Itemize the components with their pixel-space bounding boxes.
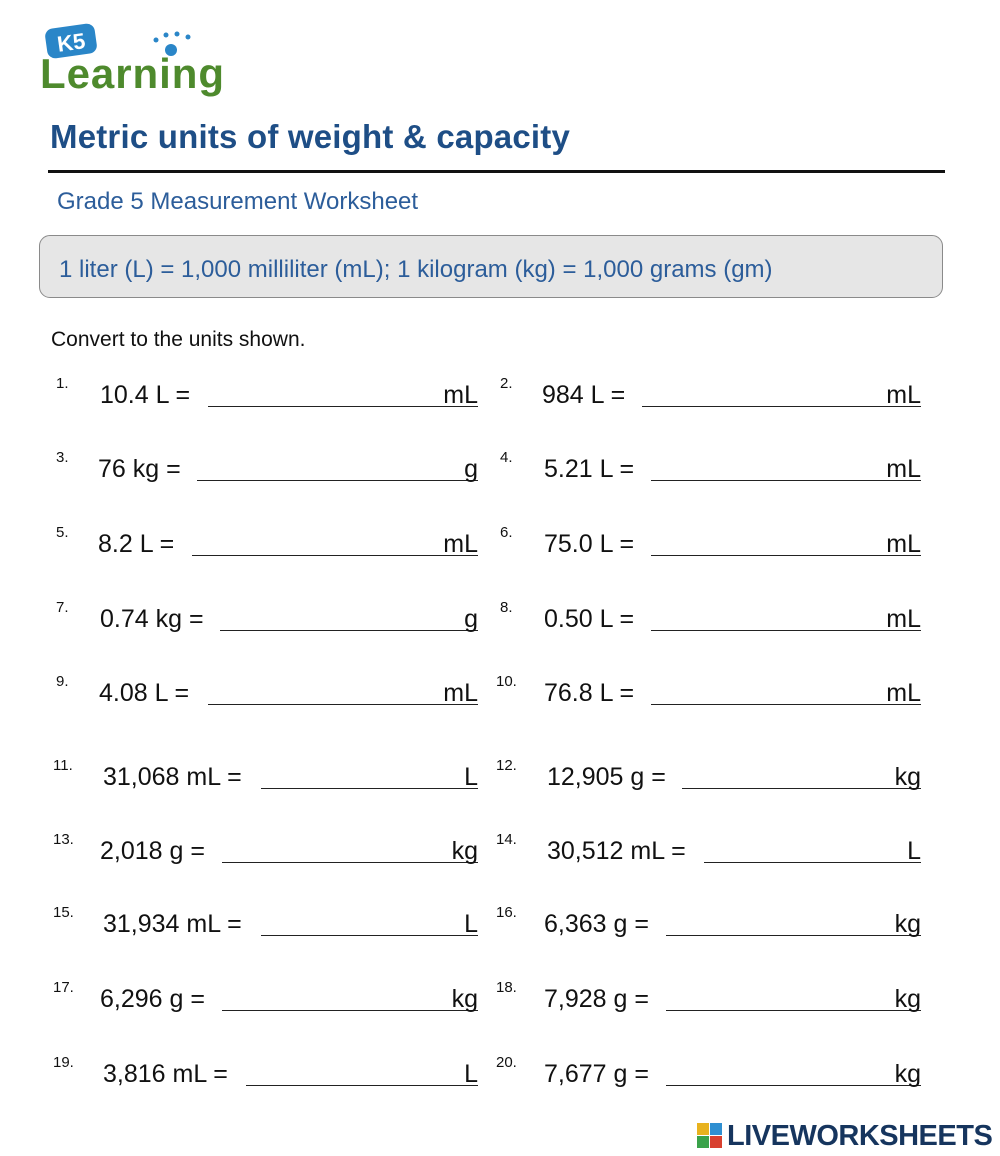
answer-line[interactable] <box>651 704 921 705</box>
problem-16 <box>496 902 921 942</box>
problem-number: 1. <box>56 375 69 392</box>
problem-unit: g <box>464 455 478 483</box>
answer-line[interactable] <box>220 630 478 631</box>
problem-unit: g <box>464 605 478 633</box>
problem-expression: 75.0 L = <box>544 530 635 558</box>
liveworksheets-brand: LIVEWORKSHEETS <box>727 1120 993 1152</box>
answer-line[interactable] <box>197 480 478 481</box>
problem-number: 9. <box>56 673 69 690</box>
problem-unit: mL <box>886 530 921 558</box>
k5-learning-logo <box>38 22 228 102</box>
problem-5 <box>56 522 478 562</box>
answer-line[interactable] <box>208 406 478 407</box>
problem-18 <box>496 977 921 1017</box>
answer-line[interactable] <box>261 935 478 936</box>
problem-unit: kg <box>894 1060 921 1088</box>
problem-3 <box>56 447 478 487</box>
problem-expression: 2,018 g = <box>100 837 205 865</box>
problem-unit: kg <box>894 763 921 791</box>
problem-unit: kg <box>894 985 921 1013</box>
problem-4 <box>500 447 921 487</box>
problem-10 <box>496 671 921 711</box>
problem-unit: mL <box>886 381 921 409</box>
answer-line[interactable] <box>666 1085 921 1086</box>
problem-unit: mL <box>443 530 478 558</box>
problem-expression: 4.08 L = <box>99 679 190 707</box>
answer-line[interactable] <box>651 555 921 556</box>
problem-number: 17. <box>53 979 74 996</box>
answer-line[interactable] <box>192 555 478 556</box>
problem-expression: 6,296 g = <box>100 985 205 1013</box>
problem-expression: 984 L = <box>542 381 626 409</box>
problem-number: 3. <box>56 449 69 466</box>
problem-unit: mL <box>886 455 921 483</box>
problem-number: 7. <box>56 599 69 616</box>
conversion-info-text: 1 liter (L) = 1,000 milliliter (mL); 1 kilogram (kg) = 1,000 grams (gm) <box>59 256 773 283</box>
problem-expression: 30,512 mL = <box>547 837 686 865</box>
problem-14 <box>496 829 921 869</box>
problem-6 <box>500 522 921 562</box>
problem-number: 19. <box>53 1054 74 1071</box>
problem-expression: 31,934 mL = <box>103 910 242 938</box>
problem-7 <box>56 597 478 637</box>
problem-number: 18. <box>496 979 517 996</box>
page-title: Metric units of weight & capacity <box>50 118 571 155</box>
problem-number: 13. <box>53 831 74 848</box>
problem-expression: 76.8 L = <box>544 679 635 707</box>
problem-expression: 7,928 g = <box>544 985 649 1013</box>
problem-8 <box>500 597 921 637</box>
answer-line[interactable] <box>222 1010 478 1011</box>
problem-number: 11. <box>53 757 73 774</box>
problem-number: 20. <box>496 1054 517 1071</box>
problem-20 <box>496 1052 921 1092</box>
problem-9 <box>56 671 478 711</box>
problem-expression: 0.50 L = <box>544 605 635 633</box>
svg-text:K5: K5 <box>55 28 87 57</box>
problem-number: 10. <box>496 673 517 690</box>
conversion-info-box <box>39 235 943 298</box>
problem-unit: L <box>464 910 478 938</box>
problem-number: 16. <box>496 904 517 921</box>
problem-unit: mL <box>443 679 478 707</box>
problem-number: 12. <box>496 757 517 774</box>
problem-13 <box>53 829 478 869</box>
problem-number: 15. <box>53 904 74 921</box>
problem-unit: kg <box>451 985 478 1013</box>
answer-line[interactable] <box>666 1010 921 1011</box>
answer-line[interactable] <box>704 862 921 863</box>
problem-number: 2. <box>500 375 513 392</box>
problem-unit: mL <box>443 381 478 409</box>
instructions: Convert to the units shown. <box>51 328 306 351</box>
problem-number: 4. <box>500 449 513 466</box>
problem-unit: L <box>464 1060 478 1088</box>
problem-expression: 10.4 L = <box>100 381 191 409</box>
problem-expression: 0.74 kg = <box>100 605 204 633</box>
problem-15 <box>53 902 478 942</box>
page-subtitle: Grade 5 Measurement Worksheet <box>57 188 419 215</box>
answer-line[interactable] <box>246 1085 478 1086</box>
problem-number: 5. <box>56 524 69 541</box>
problem-unit: kg <box>894 910 921 938</box>
problem-1 <box>56 373 478 413</box>
problem-expression: 8.2 L = <box>98 530 175 558</box>
problem-expression: 3,816 mL = <box>103 1060 228 1088</box>
answer-line[interactable] <box>682 788 921 789</box>
problem-number: 14. <box>496 831 517 848</box>
title-divider <box>48 170 945 173</box>
problem-unit: L <box>464 763 478 791</box>
problem-unit: mL <box>886 605 921 633</box>
problem-expression: 7,677 g = <box>544 1060 649 1088</box>
problem-expression: 6,363 g = <box>544 910 649 938</box>
answer-line[interactable] <box>666 935 921 936</box>
problem-unit: kg <box>451 837 478 865</box>
answer-line[interactable] <box>261 788 478 789</box>
problem-12 <box>496 755 921 795</box>
answer-line[interactable] <box>651 480 921 481</box>
problem-unit: L <box>907 837 921 865</box>
liveworksheets-mark-icon <box>697 1123 723 1149</box>
answer-line[interactable] <box>208 704 478 705</box>
problem-expression: 76 kg = <box>98 455 181 483</box>
problem-11 <box>53 755 478 795</box>
problem-expression: 12,905 g = <box>547 763 666 791</box>
answer-line[interactable] <box>222 862 478 863</box>
problem-number: 6. <box>500 524 513 541</box>
problem-17 <box>53 977 478 1017</box>
liveworksheets-footer <box>697 1118 997 1152</box>
answer-line[interactable] <box>642 406 921 407</box>
logo-wordmark: Learning <box>40 50 224 97</box>
problem-19 <box>53 1052 478 1092</box>
answer-line[interactable] <box>651 630 921 631</box>
problem-2 <box>500 373 921 413</box>
problem-unit: mL <box>886 679 921 707</box>
problem-expression: 31,068 mL = <box>103 763 242 791</box>
problem-expression: 5.21 L = <box>544 455 635 483</box>
problem-number: 8. <box>500 599 513 616</box>
